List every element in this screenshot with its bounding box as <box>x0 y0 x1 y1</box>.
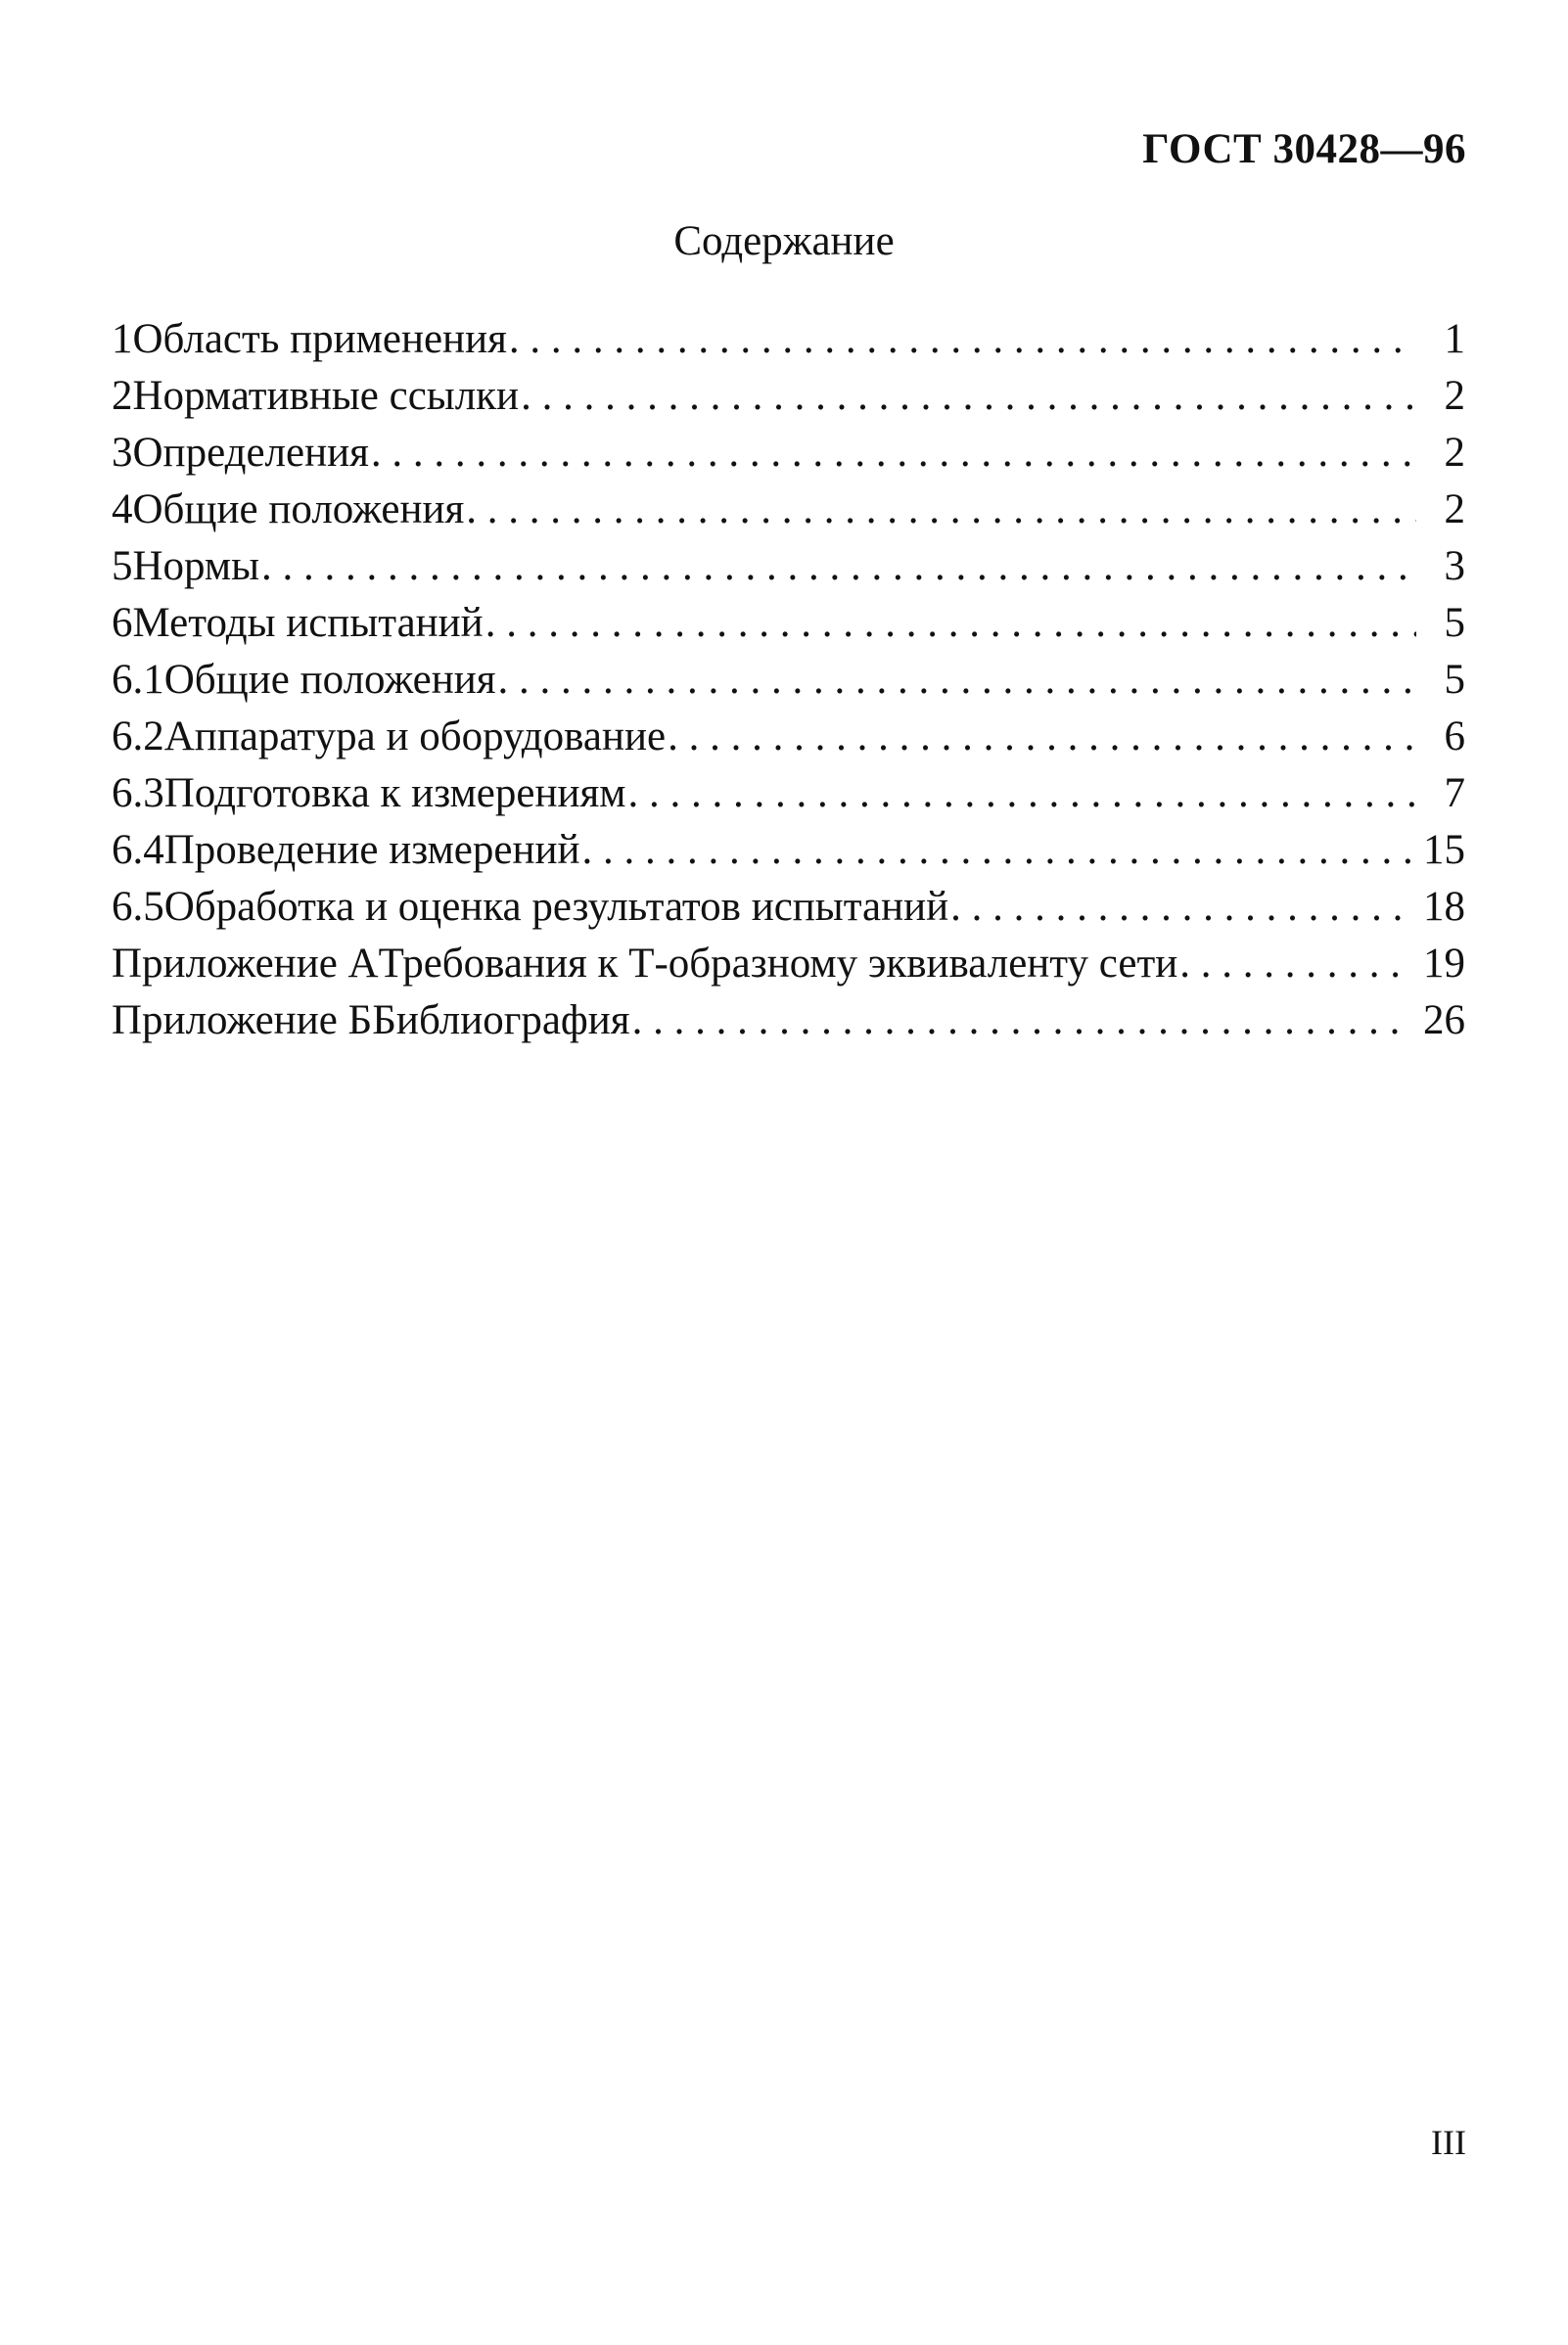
toc-entry[interactable] <box>112 652 1465 709</box>
toc-entry-number: 4 <box>112 486 133 532</box>
toc-entry-page: 15 <box>1423 827 1465 873</box>
toc-entry[interactable] <box>112 368 1465 425</box>
toc-entry-title: Нормы <box>132 543 260 589</box>
toc-dot-leader <box>582 822 1413 879</box>
toc-entry-page: 26 <box>1423 997 1465 1043</box>
toc-dot-leader <box>498 652 1416 709</box>
toc-entry-page: 19 <box>1423 941 1465 987</box>
toc-entry-title: Библиография <box>372 997 630 1043</box>
toc-entry[interactable] <box>112 709 1465 765</box>
toc-entry-number: 6.5 <box>112 884 164 930</box>
toc-entry-number: Приложение А <box>112 941 379 987</box>
toc-entry-title: Подготовка к измерениям <box>163 770 626 816</box>
toc-dot-leader <box>668 709 1416 765</box>
toc-entry-title: Область применения <box>132 316 507 362</box>
page-number: III <box>1431 2123 1466 2162</box>
table-of-contents <box>112 311 1465 1049</box>
toc-entry[interactable] <box>112 538 1465 595</box>
toc-entry-title: Общие положения <box>163 657 496 703</box>
toc-entry-page: 7 <box>1444 770 1465 816</box>
toc-entry[interactable] <box>112 765 1465 822</box>
toc-entry-title: Нормативные ссылки <box>132 373 520 419</box>
toc-entry[interactable] <box>112 822 1465 879</box>
toc-entry[interactable] <box>112 879 1465 936</box>
toc-dot-leader <box>521 368 1416 425</box>
toc-entry-title: Аппаратура и оборудование <box>163 713 667 759</box>
toc-dot-leader <box>466 482 1416 538</box>
toc-entry-title: Определения <box>132 430 369 476</box>
toc-entry-title: Проведение измерений <box>163 827 580 873</box>
document-header-standard: ГОСТ 30428—96 <box>1142 126 1466 172</box>
toc-entry-number: 2 <box>112 373 133 419</box>
toc-entry-page: 2 <box>1444 486 1465 532</box>
toc-entry-number: 1 <box>112 316 133 362</box>
toc-entry[interactable] <box>112 936 1465 992</box>
toc-entry-page: 2 <box>1444 373 1465 419</box>
toc-dot-leader <box>485 595 1416 652</box>
toc-entry-number: 6.4 <box>112 827 164 873</box>
toc-dot-leader <box>632 992 1413 1049</box>
toc-dot-leader <box>627 765 1416 822</box>
toc-entry-number: 6 <box>112 600 133 646</box>
toc-dot-leader <box>509 311 1416 368</box>
toc-entry-page: 5 <box>1444 657 1465 703</box>
toc-entry-page: 3 <box>1444 543 1465 589</box>
toc-dot-leader <box>371 425 1416 482</box>
toc-dot-leader <box>261 538 1416 595</box>
toc-entry-number: 6.3 <box>112 770 164 816</box>
toc-entry-title: Общие положения <box>132 486 465 532</box>
toc-entry-page: 18 <box>1423 884 1465 930</box>
toc-entry-page: 6 <box>1444 713 1465 759</box>
toc-entry-number: 6.2 <box>112 713 164 759</box>
toc-entry-number: 6.1 <box>112 657 164 703</box>
toc-entry-title: Обработка и оценка результатов испытаний <box>163 884 949 930</box>
toc-entry[interactable] <box>112 595 1465 652</box>
toc-entry[interactable] <box>112 311 1465 368</box>
toc-entry-page: 5 <box>1444 600 1465 646</box>
toc-entry-page: 2 <box>1444 430 1465 476</box>
toc-dot-leader <box>950 879 1413 936</box>
toc-entry-number: 5 <box>112 543 133 589</box>
toc-entry-title: Требования к Т-образному эквиваленту сети <box>378 941 1178 987</box>
toc-entry-number: 3 <box>112 430 133 476</box>
toc-title: Содержание <box>673 218 895 264</box>
toc-entry[interactable] <box>112 425 1465 482</box>
toc-entry-title: Методы испытаний <box>132 600 484 646</box>
toc-entry[interactable] <box>112 482 1465 538</box>
toc-dot-leader <box>1179 936 1413 992</box>
toc-entry-page: 1 <box>1444 316 1465 362</box>
toc-entry[interactable] <box>112 992 1465 1049</box>
toc-entry-number: Приложение Б <box>112 997 373 1043</box>
